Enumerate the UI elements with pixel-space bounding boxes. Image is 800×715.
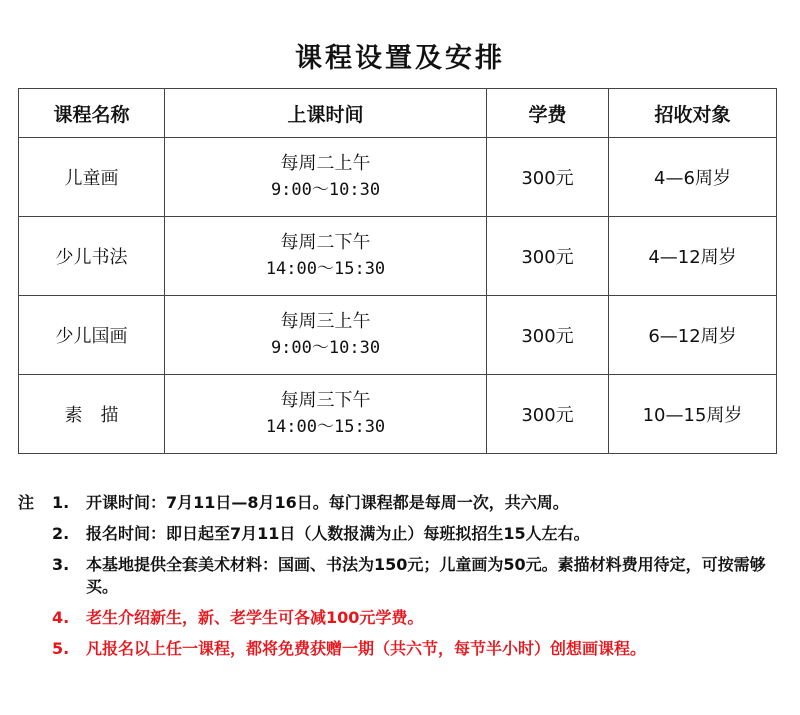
note-text: 凡报名以上任一课程，都将免费获赠一期（共六节，每节半小时）创想画课程。 (86, 639, 647, 658)
class-hours: 9:00〜10:30 (270, 180, 381, 200)
page-title: 课程设置及安排 (295, 43, 505, 74)
target-age: 10—15周岁 (609, 375, 777, 454)
course-name: 少儿国画 (19, 296, 165, 375)
class-hours: 9:00〜10:30 (270, 338, 381, 358)
table-row (19, 138, 777, 217)
class-time (165, 296, 487, 375)
note-item-highlighted (18, 638, 788, 660)
course-name: 素 描 (19, 375, 165, 454)
target-age: 4—6周岁 (609, 138, 777, 217)
table-header-row (19, 89, 777, 138)
header-course-name: 课程名称 (19, 89, 165, 138)
note-text: 本基地提供全套美术材料：国画、书法为150元；儿童画为50元。素描材料费用待定，可按需够买。 (86, 555, 766, 596)
note-item (18, 492, 788, 514)
class-day: 每周二上午 (280, 153, 371, 174)
target-age: 4—12周岁 (609, 217, 777, 296)
table-row (19, 296, 777, 375)
tuition: 300元 (487, 217, 609, 296)
tuition: 300元 (487, 296, 609, 375)
notes-section (18, 492, 788, 669)
table-row (19, 217, 777, 296)
schedule-table (18, 88, 777, 454)
header-target-age: 招收对象 (609, 89, 777, 138)
course-name: 儿童画 (19, 138, 165, 217)
note-text: 开课时间：7月11日—8月16日。每门课程都是每周一次，共六周。 (86, 493, 569, 512)
tuition: 300元 (487, 375, 609, 454)
table-row (19, 375, 777, 454)
class-time (165, 138, 487, 217)
class-day: 每周三下午 (280, 390, 371, 411)
class-time (165, 217, 487, 296)
header-tuition: 学费 (487, 89, 609, 138)
note-number: 5. (52, 639, 70, 658)
note-text: 报名时间：即日起至7月11日（人数报满为止）每班拟招生15人左右。 (86, 524, 590, 543)
class-time (165, 375, 487, 454)
header-class-time: 上课时间 (165, 89, 487, 138)
note-item (18, 523, 788, 545)
notes-prefix: 注 (18, 493, 35, 512)
course-name: 少儿书法 (19, 217, 165, 296)
class-hours: 14:00〜15:30 (265, 259, 386, 279)
note-number: 2. (52, 524, 70, 543)
note-item (18, 554, 788, 598)
target-age: 6—12周岁 (609, 296, 777, 375)
note-text: 老生介绍新生，新、老学生可各减100元学费。 (86, 608, 424, 627)
class-day: 每周三上午 (280, 311, 371, 332)
class-hours: 14:00〜15:30 (265, 417, 386, 437)
class-day: 每周二下午 (280, 232, 371, 253)
note-item-highlighted (18, 607, 788, 629)
note-number: 4. (52, 608, 70, 627)
note-number: 3. (52, 555, 70, 574)
tuition: 300元 (487, 138, 609, 217)
note-number: 1. (52, 493, 70, 512)
